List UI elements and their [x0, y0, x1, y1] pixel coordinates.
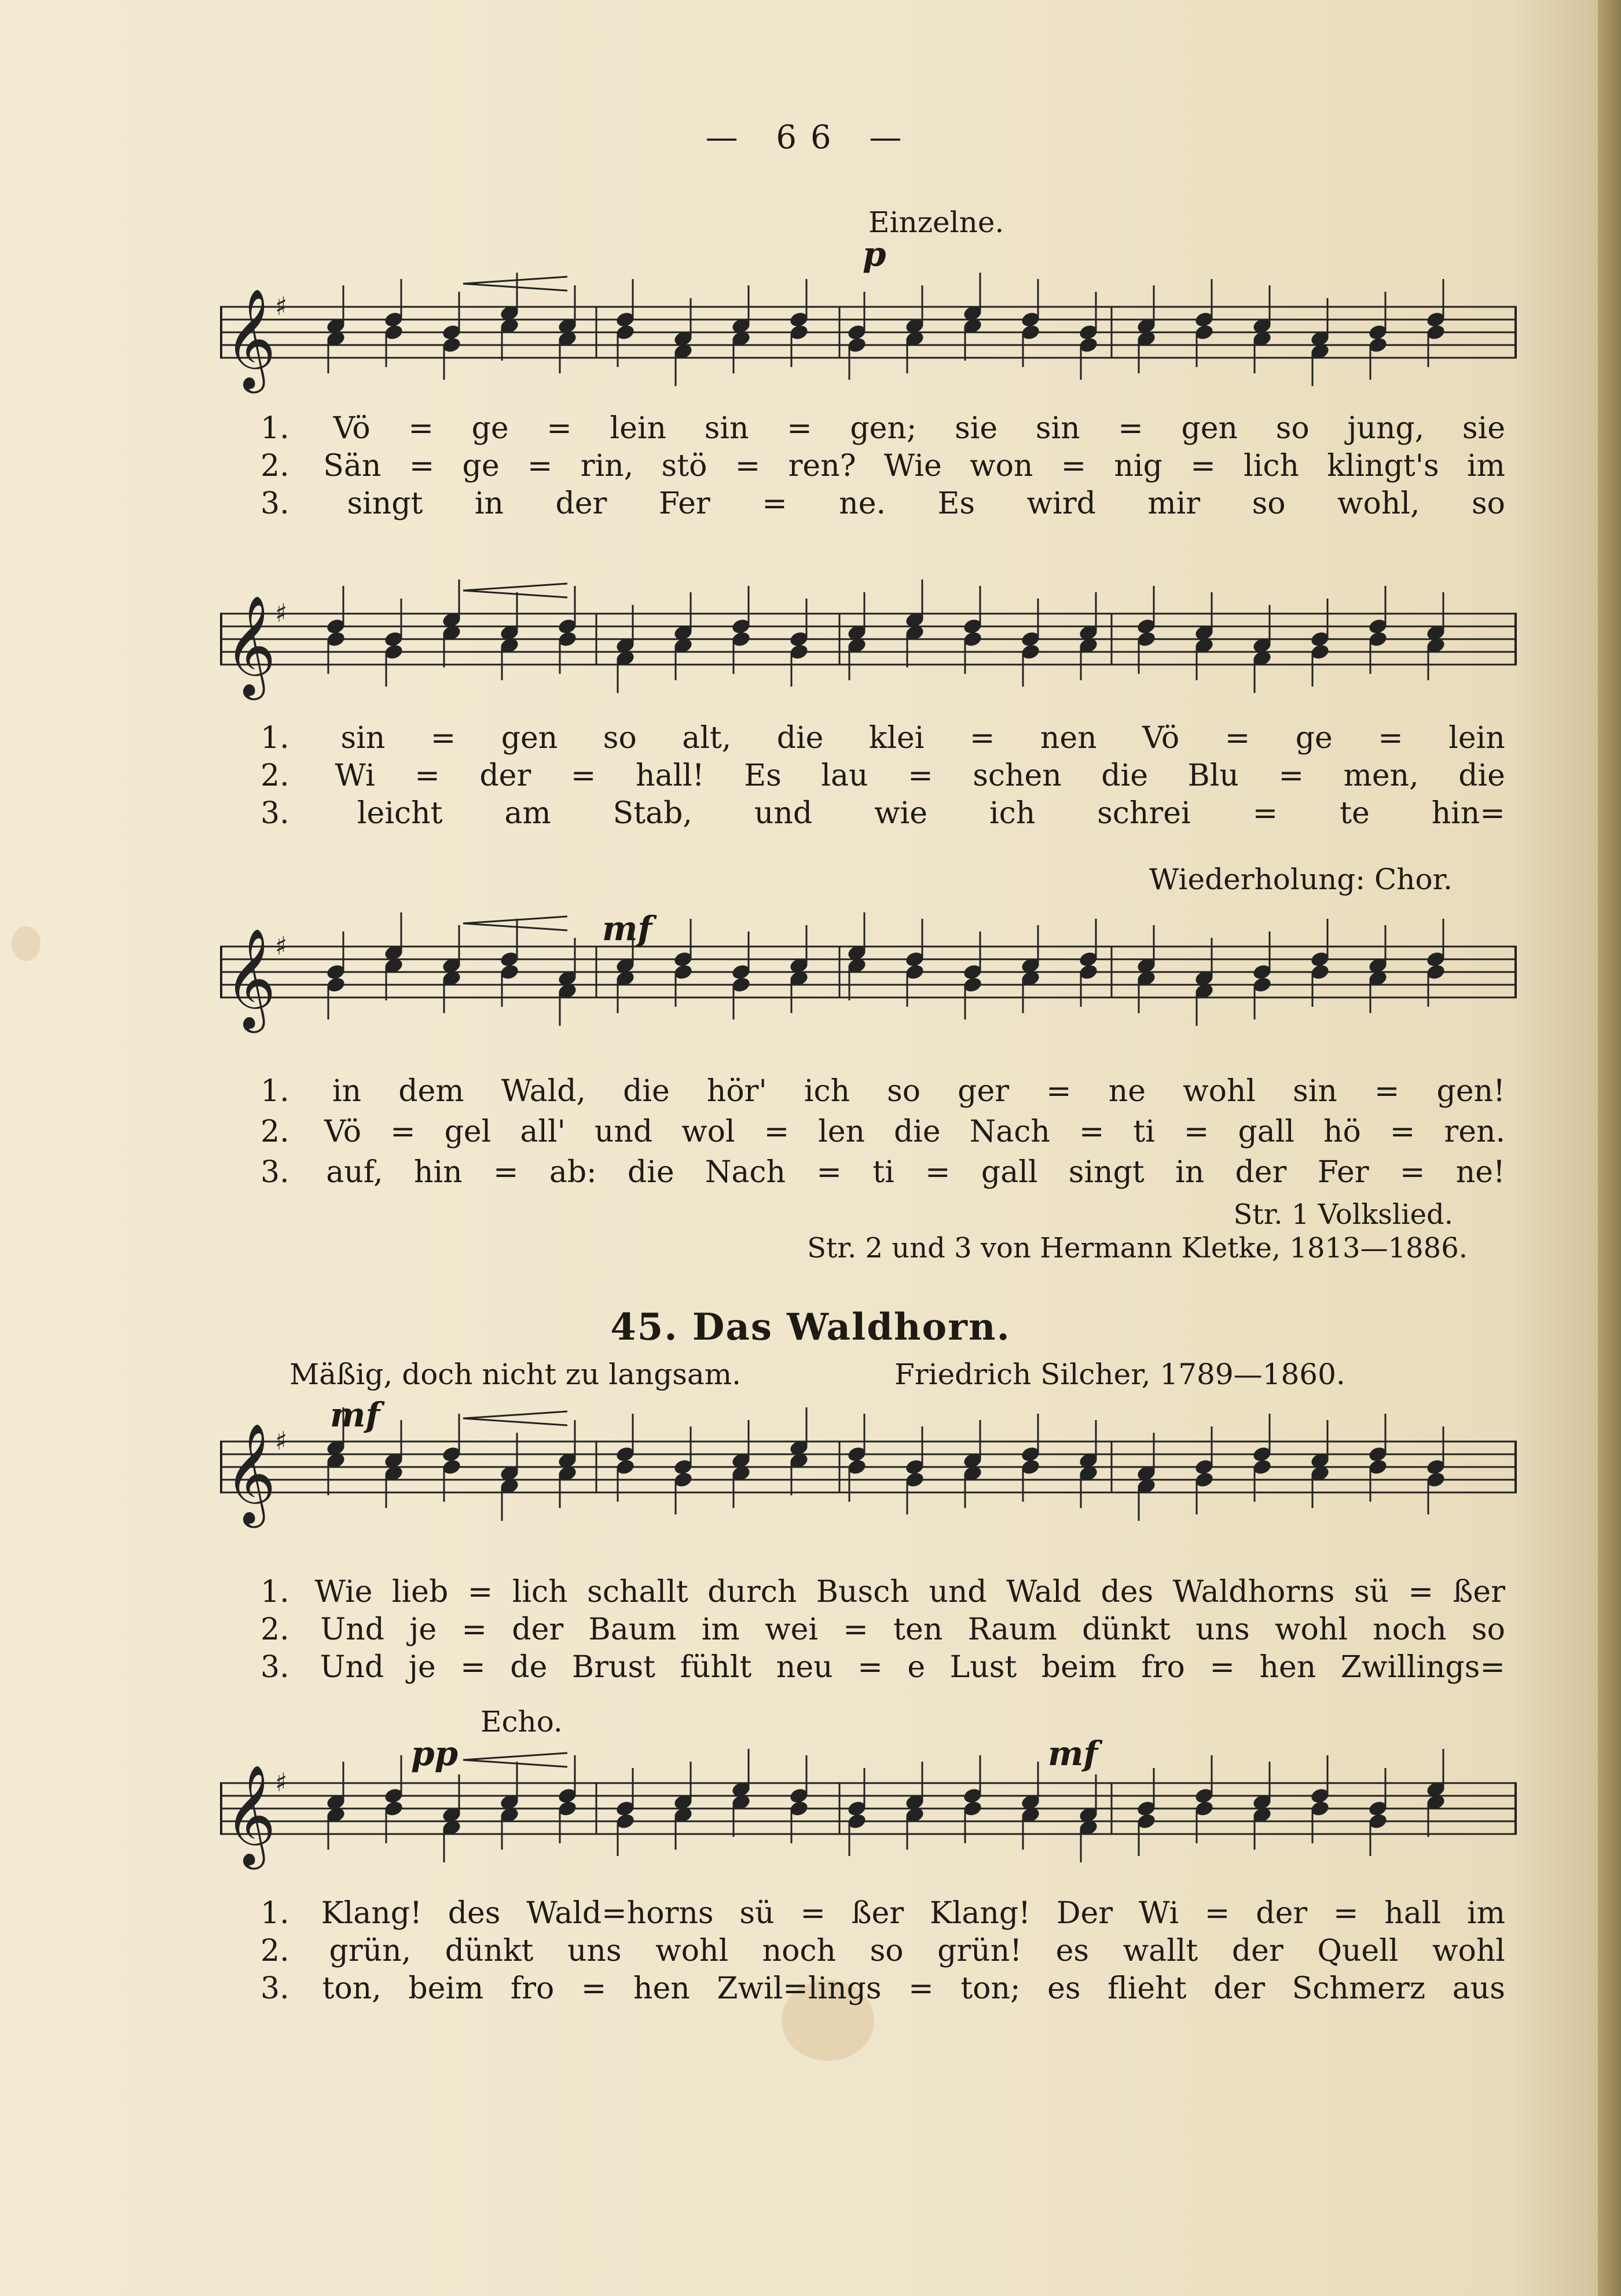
- lyric-line-verse-3: [261, 1650, 1505, 1687]
- lyric-syllable: ten: [893, 1612, 943, 1647]
- lyric-syllable: ich: [804, 1074, 850, 1109]
- lyric-syllable: wohl,: [1337, 486, 1420, 521]
- lyric-syllable: die: [1101, 758, 1148, 793]
- lyric-syllable: je: [409, 1612, 437, 1647]
- lyric-syllable: =: [908, 758, 933, 793]
- lyric-syllable: sin: [340, 721, 386, 755]
- lyric-syllable: sie: [955, 411, 998, 446]
- lyric-syllable: ich: [989, 796, 1036, 831]
- verse-number: 3.: [261, 1155, 289, 1190]
- lyric-syllable: ge: [462, 449, 500, 483]
- lyric-syllable: =: [493, 1155, 519, 1190]
- lyric-syllable: =: [764, 1114, 790, 1149]
- lyric-syllable: uns: [1195, 1612, 1250, 1647]
- lyric-syllable: Wald,: [501, 1074, 586, 1109]
- lyric-syllable: =: [1399, 1155, 1425, 1190]
- lyric-syllable: Nach: [705, 1155, 786, 1190]
- sharp-key-signature-icon: ♯: [275, 292, 288, 321]
- lyric-syllable: stö: [661, 449, 707, 483]
- lyric-syllable: am: [504, 796, 551, 831]
- lyric-syllable: Und: [320, 1650, 384, 1685]
- lyric-line-verse-1: [261, 1896, 1505, 1933]
- lyric-line-verse-3: [261, 1971, 1505, 2008]
- lyric-syllable: wei: [765, 1612, 818, 1647]
- lyric-syllable: ti: [1133, 1114, 1155, 1149]
- lyric-syllable: hall: [1384, 1896, 1442, 1931]
- lyric-syllable: =: [547, 411, 572, 446]
- lyric-syllable: ti: [872, 1155, 894, 1190]
- lyric-syllable: sie: [1462, 411, 1505, 446]
- verse-number: 3.: [261, 796, 289, 831]
- lyric-syllable: =: [1333, 1896, 1359, 1931]
- lyric-syllable: ßer: [851, 1896, 904, 1931]
- verse-number: 1.: [261, 1074, 289, 1109]
- lyric-syllable: =: [816, 1155, 842, 1190]
- lyric-syllable: Nach: [969, 1114, 1050, 1149]
- lyric-syllable: Klang!: [929, 1896, 1031, 1931]
- lyric-syllable: durch: [707, 1575, 797, 1609]
- lyric-syllable: der: [555, 486, 607, 521]
- lyric-syllable: =: [570, 758, 596, 793]
- lyric-syllable: lau: [821, 758, 868, 793]
- lyric-syllable: ge: [471, 411, 509, 446]
- lyric-syllable: =: [1224, 721, 1250, 755]
- sharp-key-signature-icon: ♯: [275, 599, 288, 628]
- lyric-syllable: so: [870, 1934, 904, 1968]
- lyric-syllable: so: [603, 721, 637, 755]
- music-staff: [220, 912, 1517, 1045]
- lyric-syllable: des: [1101, 1575, 1154, 1609]
- lyric-syllable: der: [479, 758, 531, 793]
- lyric-syllable: =: [1209, 1650, 1235, 1685]
- lyric-line-verse-2: [261, 758, 1505, 795]
- lyric-line-verse-3: [261, 1155, 1505, 1192]
- lyric-syllable: Vö: [324, 1114, 362, 1149]
- lyric-syllable: =: [1408, 1575, 1434, 1609]
- lyric-syllable: alt,: [682, 721, 732, 755]
- lyric-syllable: =: [843, 1612, 868, 1647]
- lyric-syllable: Wi: [1138, 1896, 1179, 1931]
- lyric-syllable: nen: [1040, 721, 1097, 755]
- lyric-syllable: beim: [408, 1971, 484, 2006]
- lyric-syllable: =: [460, 1650, 486, 1685]
- lyric-syllable: =: [408, 411, 434, 446]
- lyric-syllable: gall: [1238, 1114, 1295, 1149]
- lyric-syllable: =: [908, 1971, 934, 2006]
- lyric-syllable: gen: [501, 721, 558, 755]
- lyric-syllable: hö: [1323, 1114, 1361, 1149]
- lyric-syllable: len: [818, 1114, 865, 1149]
- lyric-syllable: =: [1079, 1114, 1105, 1149]
- verse-number: 1.: [261, 1575, 289, 1609]
- lyric-syllable: =: [430, 721, 456, 755]
- lyric-syllable: ren?: [788, 449, 856, 483]
- lyric-syllable: flieht: [1107, 1971, 1187, 2006]
- section-label-einzelne: Einzelne.: [868, 206, 1004, 239]
- lyric-syllable: so: [1471, 1612, 1505, 1647]
- lyric-syllable: lieb: [391, 1575, 449, 1609]
- lyric-syllable: fühlt: [680, 1650, 752, 1685]
- page-number: — 66 —: [705, 119, 916, 156]
- lyric-syllable: es: [1047, 1971, 1081, 2006]
- lyric-syllable: Zwillings=: [1340, 1650, 1505, 1685]
- lyric-syllable: Schmerz: [1292, 1971, 1426, 2006]
- lyric-syllable: =: [1389, 1114, 1415, 1149]
- lyric-syllable: wohl: [655, 1934, 729, 1968]
- lyric-syllable: Fer: [1317, 1155, 1369, 1190]
- lyric-syllable: Wald: [1006, 1575, 1081, 1609]
- lyric-syllable: Wi: [335, 758, 375, 793]
- lyric-syllable: gen;: [850, 411, 917, 446]
- lyric-syllable: hen: [633, 1971, 690, 2006]
- lyric-syllable: e: [907, 1650, 926, 1685]
- echo-label: Echo.: [481, 1705, 563, 1738]
- lyric-syllable: Baum: [588, 1612, 677, 1647]
- lyric-syllable: =: [1378, 721, 1403, 755]
- lyric-syllable: =: [925, 1155, 951, 1190]
- lyric-syllable: men,: [1343, 758, 1419, 793]
- lyric-line-verse-2: [261, 1114, 1505, 1151]
- lyric-syllable: je: [408, 1650, 436, 1685]
- song-title: 45. Das Waldhorn.: [610, 1305, 1011, 1349]
- lyric-syllable: in: [1175, 1155, 1205, 1190]
- lyric-syllable: im: [1466, 1896, 1505, 1931]
- lyric-syllable: hen: [1259, 1650, 1316, 1685]
- verse-number: 3.: [261, 1971, 289, 2006]
- lyric-syllable: wohl: [1183, 1074, 1256, 1109]
- verse-number: 3.: [261, 486, 289, 521]
- verse-number: 2.: [261, 1612, 289, 1647]
- lyric-syllable: ab:: [549, 1155, 597, 1190]
- lyric-syllable: rin,: [580, 449, 634, 483]
- lyric-syllable: =: [467, 1575, 493, 1609]
- lyric-syllable: sin: [1035, 411, 1080, 446]
- lyric-line-verse-3: [261, 796, 1505, 833]
- lyric-syllable: nig: [1114, 449, 1162, 483]
- lyric-line-verse-1: [261, 721, 1505, 758]
- sharp-key-signature-icon: ♯: [275, 1768, 288, 1798]
- lyric-syllable: =: [390, 1114, 416, 1149]
- lyric-syllable: und: [594, 1114, 653, 1149]
- lyric-syllable: singt: [1068, 1155, 1145, 1190]
- dynamic-marking: pp: [411, 1734, 459, 1773]
- lyric-syllable: ton;: [960, 1971, 1021, 2006]
- lyric-syllable: Sän: [323, 449, 382, 483]
- lyric-syllable: =: [1190, 449, 1216, 483]
- music-staff: [220, 1407, 1517, 1540]
- lyric-syllable: ton,: [322, 1971, 382, 2006]
- lyric-syllable: =: [581, 1971, 607, 2006]
- lyric-syllable: Vö: [333, 411, 371, 446]
- dynamic-marking: mf: [602, 909, 652, 948]
- lyric-syllable: und: [754, 796, 813, 831]
- verse-number: 1.: [261, 1896, 289, 1931]
- sharp-key-signature-icon: ♯: [275, 1426, 288, 1456]
- lyric-syllable: hör': [706, 1074, 767, 1109]
- lyric-syllable: und: [929, 1575, 987, 1609]
- lyric-syllable: auf,: [326, 1155, 383, 1190]
- lyric-syllable: sin: [704, 411, 749, 446]
- lyric-line-verse-1: [261, 1575, 1505, 1612]
- credit-line: Str. 1 Volkslied.: [1233, 1198, 1453, 1231]
- lyric-syllable: die: [1458, 758, 1505, 793]
- lyric-syllable: wohl: [1432, 1934, 1505, 1968]
- lyric-syllable: Brust: [571, 1650, 656, 1685]
- lyric-syllable: hin=: [1431, 796, 1505, 831]
- lyric-syllable: wohl: [1275, 1612, 1348, 1647]
- lyric-syllable: der: [1231, 1934, 1283, 1968]
- lyric-syllable: dem: [398, 1074, 464, 1109]
- lyric-syllable: =: [409, 449, 435, 483]
- lyric-line-verse-2: [261, 1934, 1505, 1971]
- lyric-syllable: =: [1118, 411, 1143, 446]
- lyric-syllable: klingt's: [1327, 449, 1439, 483]
- lyric-syllable: Stab,: [613, 796, 692, 831]
- lyric-syllable: fro: [510, 1971, 555, 2006]
- lyric-syllable: Der: [1056, 1896, 1113, 1931]
- lyric-syllable: singt: [347, 486, 423, 521]
- lyric-syllable: schen: [973, 758, 1062, 793]
- lyric-syllable: die: [623, 1074, 670, 1109]
- lyric-syllable: =: [787, 411, 812, 446]
- lyric-syllable: =: [1374, 1074, 1400, 1109]
- lyric-line-verse-2: [261, 1612, 1505, 1649]
- lyric-syllable: ne!: [1455, 1155, 1505, 1190]
- lyric-syllable: =: [735, 449, 761, 483]
- lyric-syllable: lich: [1244, 449, 1299, 483]
- lyric-syllable: in: [474, 486, 504, 521]
- repeat-label-chor: Wiederholung: Chor.: [1149, 863, 1453, 896]
- lyric-line-verse-3: [261, 486, 1505, 523]
- dynamic-marking: mf: [330, 1395, 380, 1435]
- lyric-line-verse-1: [261, 1074, 1505, 1111]
- lyric-syllable: aus: [1452, 1971, 1505, 2006]
- lyric-syllable: des: [448, 1896, 501, 1931]
- lyric-syllable: =: [415, 758, 440, 793]
- lyric-syllable: leicht: [357, 796, 443, 831]
- lyric-syllable: Vö: [1142, 721, 1180, 755]
- lyric-syllable: Quell: [1317, 1934, 1399, 1968]
- verse-number: 2.: [261, 449, 289, 483]
- lyric-syllable: ßer: [1453, 1575, 1505, 1609]
- lyric-syllable: der: [1256, 1896, 1308, 1931]
- treble-clef-icon: 𝄞: [225, 928, 276, 1029]
- credit-line: Str. 2 und 3 von Hermann Kletke, 1813—1886.: [807, 1232, 1468, 1264]
- lyric-syllable: dünkt: [445, 1934, 534, 1968]
- lyric-syllable: Wie: [883, 449, 942, 483]
- lyric-syllable: so: [887, 1074, 921, 1109]
- lyric-syllable: neu: [776, 1650, 833, 1685]
- verse-number: 2.: [261, 1934, 289, 1968]
- lyric-syllable: grün,: [329, 1934, 412, 1968]
- lyric-syllable: =: [800, 1896, 826, 1931]
- lyric-syllable: wol: [681, 1114, 735, 1149]
- lyric-syllable: so: [1252, 486, 1286, 521]
- lyric-syllable: =: [527, 449, 553, 483]
- verse-number: 2.: [261, 758, 289, 793]
- lyric-syllable: sü: [739, 1896, 775, 1931]
- lyric-syllable: beim: [1041, 1650, 1117, 1685]
- lyric-syllable: Raum: [967, 1612, 1057, 1647]
- lyric-syllable: der: [512, 1612, 564, 1647]
- lyric-syllable: =: [762, 486, 787, 521]
- lyric-syllable: de: [510, 1650, 548, 1685]
- lyric-syllable: der: [1213, 1971, 1266, 2006]
- verse-number: 3.: [261, 1650, 289, 1685]
- lyric-syllable: Es: [744, 758, 782, 793]
- lyric-syllable: Blu: [1187, 758, 1239, 793]
- treble-clef-icon: 𝄞: [225, 1765, 276, 1865]
- lyric-syllable: die: [627, 1155, 674, 1190]
- lyric-syllable: =: [1204, 1896, 1230, 1931]
- lyric-syllable: ne: [1108, 1074, 1146, 1109]
- lyric-syllable: =: [857, 1650, 883, 1685]
- lyric-line-verse-2: [261, 449, 1505, 486]
- lyric-syllable: hall!: [635, 758, 705, 793]
- lyric-syllable: wie: [874, 796, 928, 831]
- book-spine-edge: [1598, 0, 1621, 2296]
- lyric-syllable: lein: [610, 411, 667, 446]
- lyric-syllable: ne.: [839, 486, 886, 521]
- lyric-syllable: schrei: [1097, 796, 1191, 831]
- lyric-syllable: Busch: [816, 1575, 909, 1609]
- lyric-syllable: fro: [1141, 1650, 1185, 1685]
- dynamic-marking: p: [863, 234, 886, 274]
- verse-number: 1.: [261, 411, 289, 446]
- lyric-syllable: Zwil=lings: [717, 1971, 882, 2006]
- lyric-syllable: wallt: [1123, 1934, 1198, 1968]
- lyric-syllable: =: [461, 1612, 487, 1647]
- lyric-syllable: Waldhorns: [1172, 1575, 1335, 1609]
- lyric-syllable: so: [1275, 411, 1310, 446]
- tempo-marking: Mäßig, doch nicht zu langsam.: [289, 1358, 742, 1391]
- lyric-line-verse-1: [261, 411, 1505, 448]
- lyric-syllable: sü: [1354, 1575, 1389, 1609]
- lyric-syllable: der: [1235, 1155, 1287, 1190]
- lyric-syllable: noch: [1373, 1612, 1447, 1647]
- music-staff: [220, 1748, 1517, 1881]
- lyric-syllable: =: [1278, 758, 1304, 793]
- lyric-syllable: Es: [937, 486, 975, 521]
- paper-stain: [12, 926, 41, 961]
- lyric-syllable: Lust: [949, 1650, 1017, 1685]
- lyric-syllable: uns: [567, 1934, 622, 1968]
- lyric-syllable: gel: [444, 1114, 492, 1149]
- lyric-syllable: dünkt: [1082, 1612, 1171, 1647]
- lyric-syllable: mir: [1147, 486, 1201, 521]
- lyric-syllable: ren.: [1444, 1114, 1505, 1149]
- lyric-syllable: im: [701, 1612, 740, 1647]
- lyric-syllable: Wie: [314, 1575, 373, 1609]
- lyric-syllable: won: [970, 449, 1033, 483]
- lyric-syllable: klei: [868, 721, 925, 755]
- verse-number: 2.: [261, 1114, 289, 1149]
- lyric-syllable: lich: [512, 1575, 568, 1609]
- lyric-syllable: hin: [414, 1155, 463, 1190]
- lyric-syllable: Klang!: [321, 1896, 422, 1931]
- lyric-syllable: die: [894, 1114, 941, 1149]
- lyric-syllable: gall: [981, 1155, 1038, 1190]
- lyric-syllable: all': [520, 1114, 566, 1149]
- lyric-syllable: schallt: [587, 1575, 688, 1609]
- lyric-syllable: jung,: [1347, 411, 1425, 446]
- lyric-syllable: Fer: [658, 486, 710, 521]
- lyric-syllable: es: [1055, 1934, 1090, 1968]
- treble-clef-icon: 𝄞: [225, 1423, 276, 1524]
- lyric-syllable: wird: [1026, 486, 1096, 521]
- lyric-syllable: =: [1252, 796, 1278, 831]
- lyric-syllable: ge: [1295, 721, 1333, 755]
- lyric-syllable: =: [1046, 1074, 1072, 1109]
- lyric-syllable: =: [969, 721, 995, 755]
- lyric-syllable: gen: [1181, 411, 1238, 446]
- lyric-syllable: gen!: [1436, 1074, 1505, 1109]
- lyric-syllable: ger: [958, 1074, 1010, 1109]
- lyric-syllable: Und: [320, 1612, 384, 1647]
- treble-clef-icon: 𝄞: [225, 288, 276, 389]
- lyric-syllable: =: [1183, 1114, 1209, 1149]
- lyric-syllable: Wald=horns: [526, 1896, 714, 1931]
- lyric-syllable: noch: [762, 1934, 837, 1968]
- sharp-key-signature-icon: ♯: [275, 931, 288, 961]
- composer-credit: Friedrich Silcher, 1789—1860.: [894, 1358, 1345, 1391]
- lyric-syllable: so: [1471, 486, 1505, 521]
- lyric-syllable: grün!: [937, 1934, 1022, 1968]
- lyric-syllable: die: [776, 721, 824, 755]
- music-staff: [220, 272, 1517, 405]
- lyric-syllable: lein: [1448, 721, 1505, 755]
- lyric-syllable: =: [1061, 449, 1087, 483]
- music-staff: [220, 579, 1517, 712]
- dynamic-marking: mf: [1048, 1734, 1098, 1773]
- lyric-syllable: sin: [1293, 1074, 1337, 1109]
- treble-clef-icon: 𝄞: [225, 595, 276, 696]
- lyric-syllable: te: [1340, 796, 1370, 831]
- lyric-syllable: im: [1466, 449, 1505, 483]
- lyric-syllable: in: [332, 1074, 362, 1109]
- verse-number: 1.: [261, 721, 289, 755]
